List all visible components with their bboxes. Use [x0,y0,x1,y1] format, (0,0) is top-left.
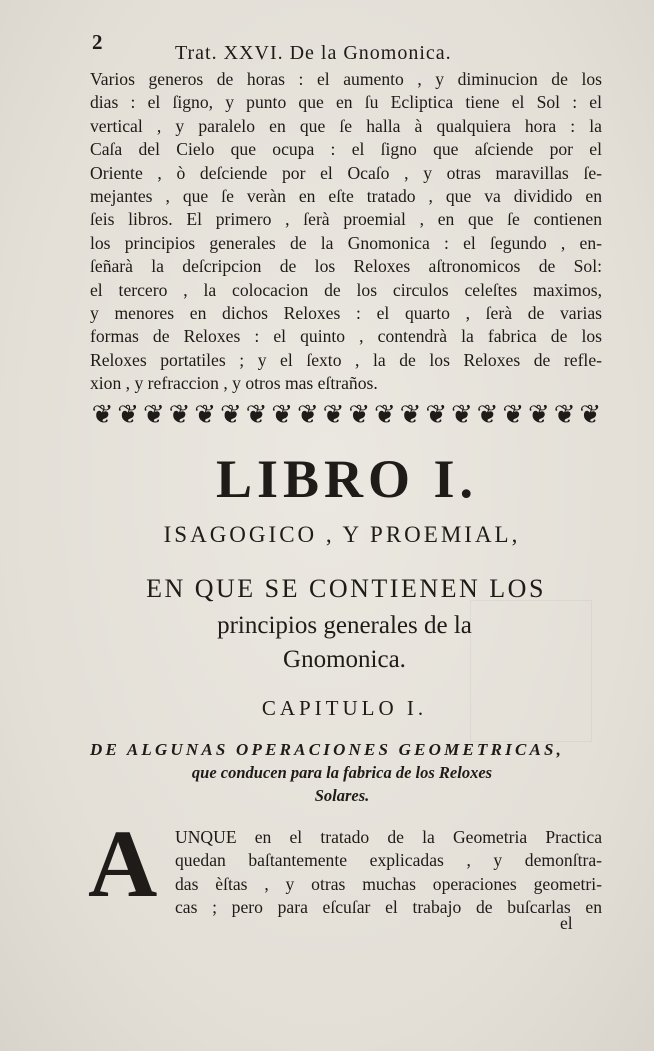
catchword: el [560,913,573,933]
chapter-heading: CAPITULO I. [261,696,428,720]
text-line: y menores en dichos Reloxes : el quarto , ſerà de varias [90,303,602,324]
text-line: Varios generos de horas : el aumento , y diminucion de los [90,69,602,89]
fleuron-icon: ❦ [296,400,318,429]
text-line: quedan baſtantemente explicadas , y demonſtra- [175,850,602,871]
text-line: Caſa del Cielo que ocupa : el ſigno que aſciende por el [90,139,602,160]
fleuron-icon: ❦ [245,400,267,429]
book-title: LIBRO I. [215,449,479,509]
fleuron-icon: ❦ [348,400,370,429]
text-line: formas de Reloxes : el quinto , contendrà la fabrica de los [90,326,602,347]
text-line: cas ; pero para eſcuſar el trabajo de buſcarlas en [175,897,602,918]
running-head: Trat. XXVI. De la Gnomonica. [175,42,452,64]
book-subtitle-3a: principios generales de la [217,612,472,639]
fleuron-icon: ❦ [168,400,190,429]
text-line: vertical , y paralelo en que ſe halla à qualquiera hora : la [90,115,602,136]
fleuron-icon: ❦ [219,400,241,429]
text-line: ſeñarà la deſcripcion de los Reloxes aſtronomicos de Sol: [90,256,602,277]
text-line: Oriente , ò deſciende por el Ocaſo , y otras maravillas ſe- [90,162,602,183]
chapter-title-line-3: Solares. [314,786,370,805]
fleuron-icon: ❦ [425,400,447,429]
fleuron-icon: ❦ [194,400,216,429]
decorative-ornament-band [90,398,602,432]
fleuron-icon: ❦ [476,400,498,429]
page-number: 2 [92,30,103,54]
book-subtitle-1: ISAGOGICO , Y PROEMIAL, [163,522,521,547]
fleuron-icon: ❦ [502,400,524,429]
fleuron-icon: ❦ [528,400,549,429]
book-subtitle-2: EN QUE SE CONTIENEN LOS [146,574,546,603]
intro-paragraph [90,68,602,396]
fleuron-icon: ❦ [91,400,113,429]
fleuron-icon: ❦ [451,400,472,429]
text-line: el tercero , la colocacion de los circulos celeſtes maximos, [90,279,602,300]
fleuron-icon: ❦ [142,400,164,429]
fleuron-icon: ❦ [373,400,395,429]
fleuron-icon: ❦ [553,400,575,429]
drop-cap: A [88,810,158,917]
text-line: Reloxes portatiles ; y el ſexto , la de los Reloxes de refle- [90,349,602,370]
book-subtitle-3 [0,609,654,677]
chapter-title-line-1: DE ALGUNAS OPERACIONES GEOMETRICAS, [90,740,565,759]
text-line: ſeis libros. El primero , ſerà proemial , en que ſe contienen [90,209,602,230]
chapter-paragraph [175,826,602,920]
text-line: das èſtas , y otras muchas operaciones geometri- [175,873,602,894]
text-line: los principios generales de la Gnomonica : el ſegundo , en- [90,232,602,253]
fleuron-icon: ❦ [579,400,601,429]
fleuron-icon: ❦ [322,400,344,429]
fleuron-icon: ❦ [399,400,421,429]
book-subtitle-3b: Gnomonica. [283,646,406,673]
text-line: mejantes , que ſe veràn en eſte tratado , que va dividido en [90,186,602,207]
text-line: dias : el ſigno, y punto que en ſu Ecliptica tiene el Sol : el [90,92,602,113]
fleuron-icon: ❦ [271,400,293,429]
fleuron-icon: ❦ [117,400,139,429]
text-line: xion , y refraccion , y otros mas eſtraños. [90,373,378,394]
text-line: UNQUE en el tratado de la Geometria Practica [175,827,602,847]
chapter-title-line-2: que conducen para la fabrica de los Reloxes [191,763,493,782]
